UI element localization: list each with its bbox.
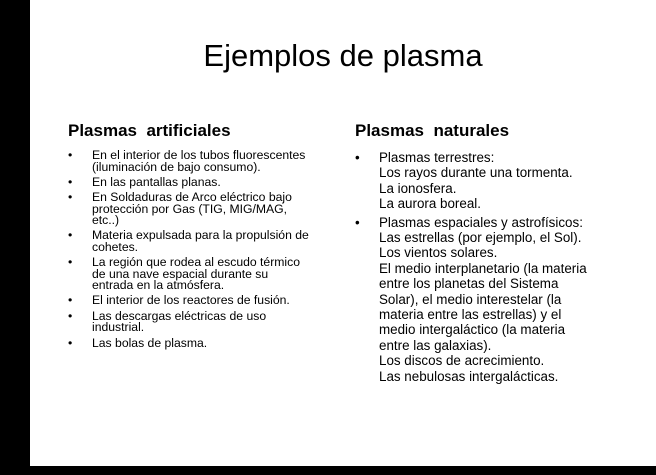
bullet-icon: •: [355, 214, 360, 230]
bullet-icon: •: [355, 150, 360, 165]
list-item: [68, 192, 346, 227]
list-item: [68, 174, 346, 189]
list-item-text: Las bolas de plasma.: [92, 335, 208, 350]
bullet-icon: •: [68, 228, 73, 243]
bullet-icon: •: [68, 335, 73, 350]
list-item: [355, 215, 650, 384]
list-item-text: En las pantallas planas.: [92, 174, 221, 189]
bullet-icon: •: [68, 255, 73, 270]
list-item-text: Las descargas eléctricas de uso industrial.: [92, 308, 267, 335]
slide-title: Ejemplos de plasma: [203, 38, 483, 73]
list-item-text: En Soldaduras de Arco eléctrico bajo protección por Gas (TIG, MIG/MAG, etc..): [92, 190, 292, 228]
list-item-text: En el interior de los tubos fluorescentes (iluminación de bajo consumo).: [92, 148, 306, 174]
list-item: [68, 230, 346, 253]
bullet-icon: •: [68, 148, 73, 162]
list-item-text: Materia expulsada para la propulsión de cohetes.: [92, 228, 309, 254]
bullet-icon: •: [68, 174, 73, 189]
list-item: [355, 150, 650, 212]
natural-plasmas-column: [355, 120, 650, 387]
artificial-plasmas-column: [68, 120, 346, 353]
bullet-icon: •: [68, 293, 73, 308]
list-item-text: Plasmas espaciales y astrofísicos: Las estrellas (por ejemplo, el Sol). Los vientos solares. El medio interplanetario (la materia entre los planetas del Sistema Solar), el medio interestelar (la materia entre las estrellas) y el medio intergaláctico (la materia entre las galaxias). Los discos de acrecimiento. Las nebulosas intergalácticas.: [379, 214, 587, 384]
artificial-plasmas-heading: Plasmas artificiales: [68, 121, 231, 140]
list-item: [68, 295, 346, 307]
list-item: [68, 150, 346, 173]
bullet-icon: •: [68, 308, 73, 323]
list-item-text: El interior de los reactores de fusión.: [92, 293, 290, 308]
slide: [30, 0, 656, 466]
list-item: [68, 308, 346, 335]
bullet-icon: •: [68, 190, 73, 205]
natural-plasmas-heading: Plasmas naturales: [355, 121, 510, 140]
list-item-text: La región que rodea al escudo térmico de una nave espacial durante su entrada en la atmósfera.: [92, 255, 300, 293]
natural-plasmas-list: [355, 150, 650, 384]
list-item-text: Plasmas terrestres: Los rayos durante una tormenta. La ionosfera. La aurora boreal.: [379, 150, 573, 212]
list-item: [68, 335, 346, 350]
artificial-plasmas-list: [68, 150, 346, 349]
list-item: [68, 257, 346, 292]
